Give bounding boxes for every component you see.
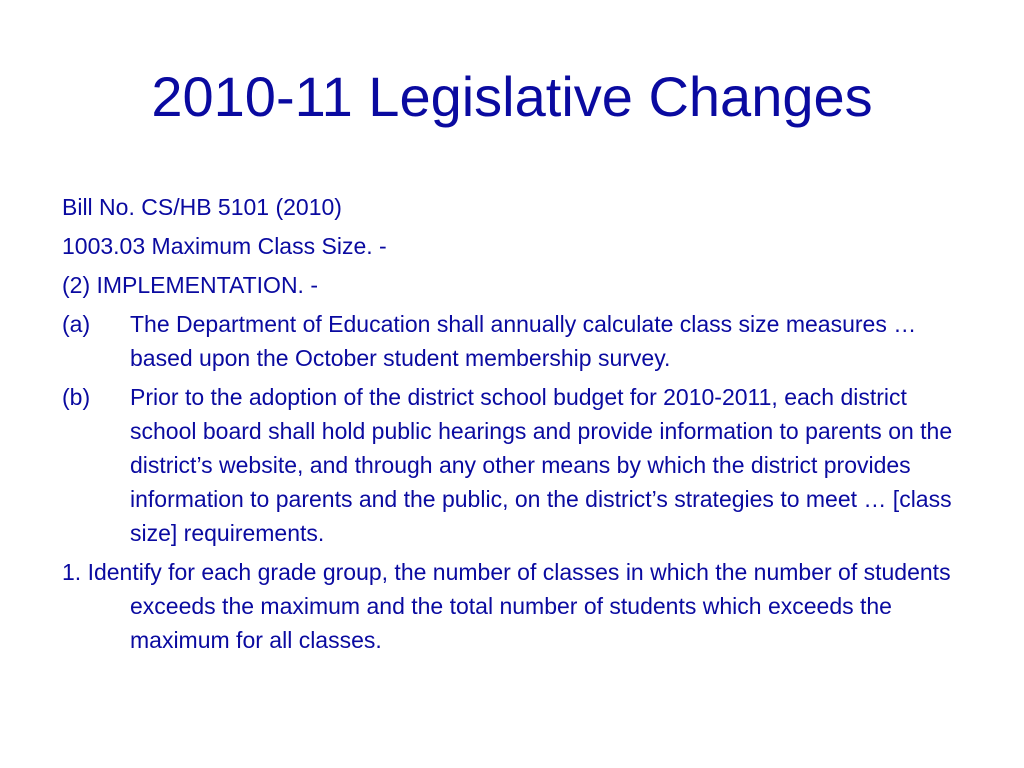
list-item-b-marker: (b)	[62, 384, 91, 410]
slide-title: 2010-11 Legislative Changes	[151, 65, 873, 128]
list-item-a	[62, 307, 962, 375]
implementation-subsection-line: (2) IMPLEMENTATION. -	[62, 272, 318, 298]
list-item-a-text: The Department of Education shall annually calculate class size measures … based upon the October student membership survey.	[130, 311, 917, 371]
list-item-b	[62, 380, 962, 550]
bill-number-line: Bill No. CS/HB 5101 (2010)	[62, 194, 342, 220]
numbered-item-1: 1. Identify for each grade group, the number of classes in which the number of students exceeds the maximum and the total number of students which exceeds the maximum for all classes.	[62, 559, 951, 653]
statute-section-line: 1003.03 Maximum Class Size. -	[62, 233, 387, 259]
list-item-b-text: Prior to the adoption of the district school budget for 2010-2011, each district school board shall hold public hearings and provide information to parents on the district’s website, and through any other means by which the district provides information to parents and the public, on the district’s strategies to meet … [class size] requirements.	[130, 384, 953, 546]
slide-body	[62, 190, 962, 657]
list-item-a-marker: (a)	[62, 311, 91, 337]
